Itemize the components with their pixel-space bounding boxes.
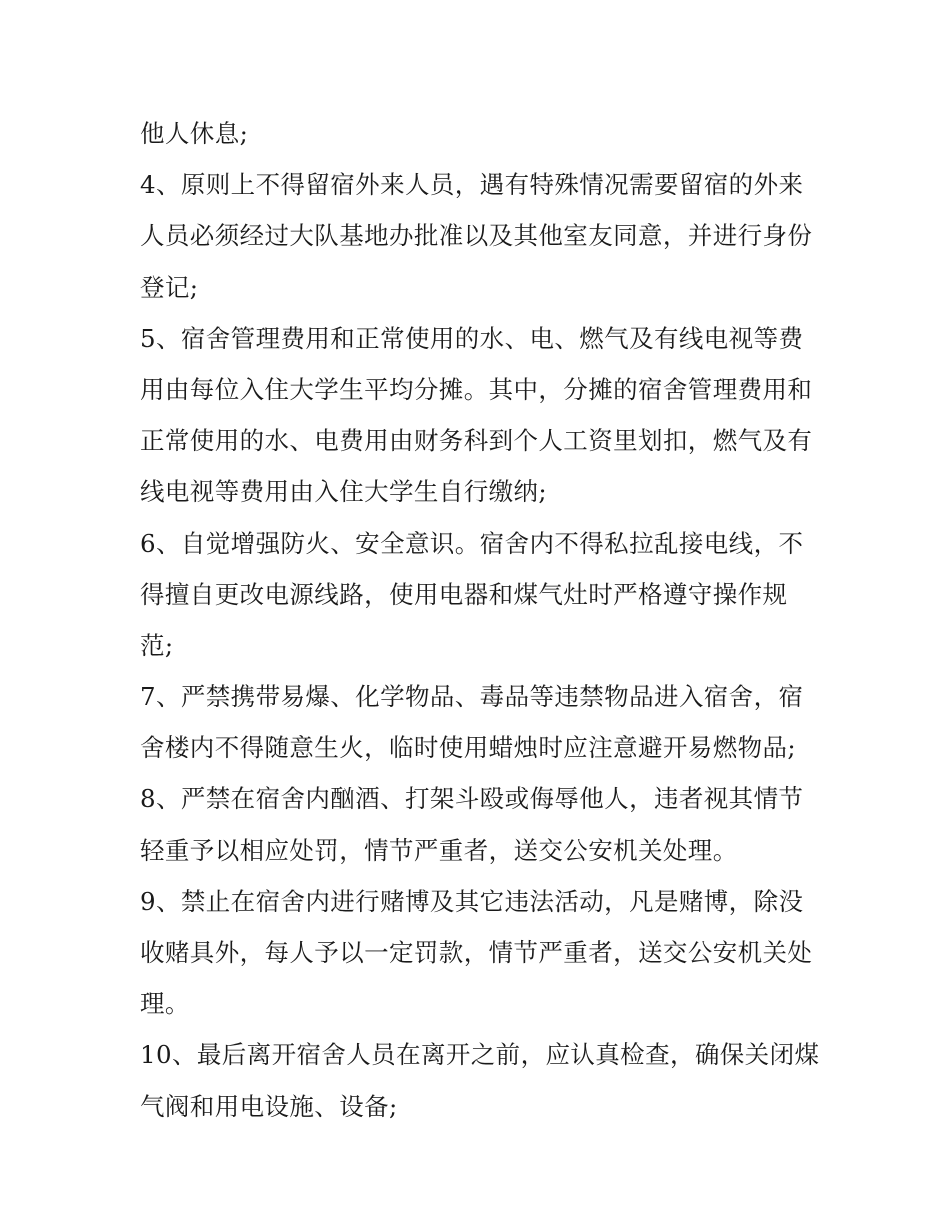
text-line: 轻重予以相应处罚，情节严重者，送交公安机关处理。 [140,835,738,865]
text-line: 8、严禁在宿舍内酗酒、打架斗殴或侮辱他人，违者视其情节 [140,784,804,814]
text-line: 登记; [140,272,199,302]
text-line: 气阀和用电设施、设备; [140,1091,398,1121]
text-line: 收赌具外，每人予以一定罚款，情节严重者，送交公安机关处 [140,938,813,967]
text-line: 7、严禁携带易爆、化学物品、毒品等违禁物品进入宿舍，宿 [140,682,804,712]
text-line: 9、禁止在宿舍内进行赌博及其它违法活动，凡是赌博，除没 [140,886,804,916]
body-text [140,108,820,1132]
text-line: 4、原则上不得留宿外来人员，遇有特殊情况需要留宿的外来 [140,170,804,200]
text-line: 范; [140,630,174,660]
text-line: 10、最后离开宿舍人员在离开之前，应认真检查，确保关闭煤 [140,1040,820,1070]
text-line: 正常使用的水、电费用由财务科到个人工资里划扣，燃气及有 [140,426,813,456]
text-line: 用由每位入住大学生平均分摊。其中，分摊的宿舍管理费用和 [140,374,813,404]
text-line: 人员必须经过大队基地办批准以及其他室友同意，并进行身份 [140,221,813,251]
text-line: 他人休息; [140,119,249,148]
text-line: 理。 [140,989,190,1019]
text-line: 得擅自更改电源线路，使用电器和煤气灶时严格遵守操作规 [140,579,788,609]
text-line: 6、自觉增强防火、安全意识。宿舍内不得私拉乱接电线，不 [140,528,804,558]
text-line: 5、宿舍管理费用和正常使用的水、电、燃气及有线电视等费 [140,323,804,353]
text-line: 舍楼内不得随意生火，临时使用蜡烛时应注意避开易燃物品; [140,733,797,763]
text-line: 线电视等费用由入住大学生自行缴纳; [140,477,548,507]
